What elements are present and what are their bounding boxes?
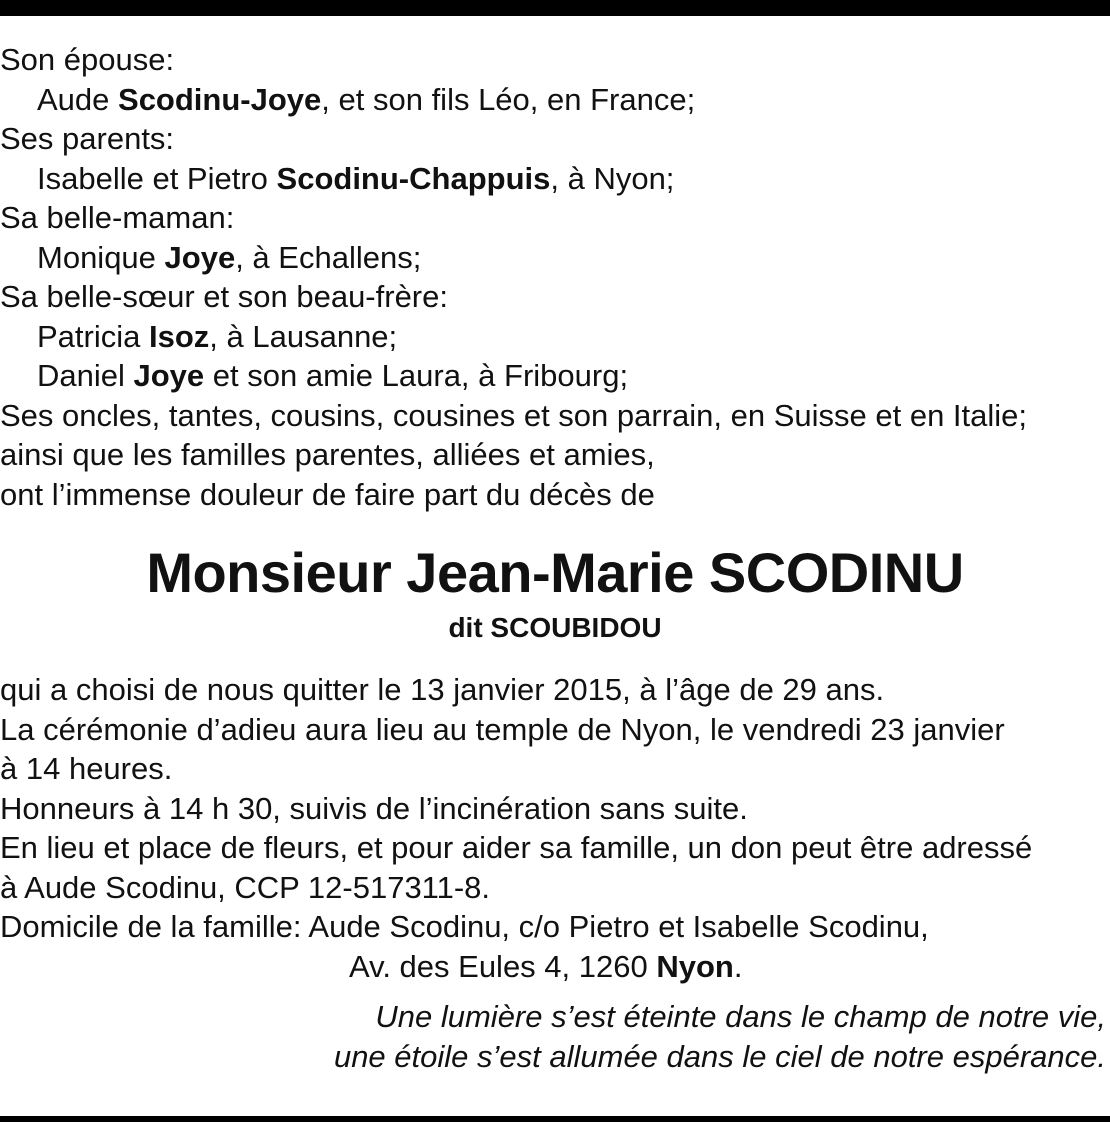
member-details: et son amie Laura, à Fribourg; — [204, 358, 629, 393]
address-end: . — [733, 948, 743, 984]
deceased-name: Monsieur Jean-Marie SCODINU — [146, 541, 964, 604]
detail-line: à 14 heures. — [0, 751, 173, 786]
member-surname: Isoz — [148, 318, 210, 354]
family-list — [0, 40, 1110, 396]
member-details: , à Nyon; — [550, 160, 675, 196]
member-first-name: Monique — [37, 239, 165, 275]
address-street: Av. des Eules 4, 1260 — [349, 948, 657, 984]
member-first-name: Daniel — [37, 358, 134, 393]
detail-line: Domicile de la famille: Aude Scodinu, c/o Pietro et Isabelle Scodinu, — [0, 909, 929, 944]
member-details: , à Lausanne; — [209, 318, 398, 354]
intro-line: Ses oncles, tantes, cousins, cousines et son parrain, en Suisse et en Italie; — [0, 397, 1028, 433]
member-details: , et son fils Léo, en France; — [321, 81, 696, 117]
member-first-name: Isabelle et Pietro — [37, 160, 277, 196]
family-heading: Ses parents: — [0, 121, 175, 156]
detail-line: La cérémonie d’adieu aura lieu au temple de Nyon, le vendredi 23 janvier — [0, 711, 1005, 747]
deceased-nickname: dit SCOUBIDOU — [448, 612, 662, 643]
ceremony-details — [0, 670, 1110, 986]
obituary-notice — [0, 40, 1110, 1076]
family-heading: Son épouse: — [0, 42, 175, 77]
family-address — [0, 947, 1110, 987]
member-first-name: Aude — [37, 81, 119, 117]
family-member — [0, 238, 1110, 278]
quote-line: une étoile s’est allumée dans le ciel de notre espérance. — [333, 1038, 1106, 1074]
family-member — [0, 317, 1110, 357]
family-heading: Sa belle-maman: — [0, 200, 235, 235]
member-surname: Scodinu-Joye — [118, 81, 322, 117]
member-surname: Joye — [164, 239, 236, 275]
detail-line: qui a choisi de nous quitter le 13 janvier 2015, à l’âge de 29 ans. — [0, 672, 885, 707]
family-member — [0, 356, 1110, 396]
announcement-intro — [0, 396, 1110, 515]
member-surname: Scodinu-Chappuis — [276, 160, 551, 196]
detail-line: à Aude Scodinu, CCP 12-517311-8. — [0, 869, 491, 905]
member-surname: Joye — [133, 358, 205, 393]
bottom-rule — [0, 1116, 1110, 1122]
family-member — [0, 159, 1110, 199]
member-details: , à Echallens; — [235, 239, 422, 275]
memorial-quote — [0, 997, 1110, 1076]
address-city: Nyon — [656, 948, 734, 984]
member-first-name: Patricia — [37, 318, 149, 354]
detail-line: Honneurs à 14 h 30, suivis de l’incinération sans suite. — [0, 790, 748, 826]
intro-line: ont l’immense douleur de faire part du décès de — [0, 476, 655, 512]
family-member — [0, 80, 1110, 120]
top-rule — [0, 0, 1110, 16]
intro-line: ainsi que les familles parentes, alliées et amies, — [0, 437, 655, 472]
detail-line: En lieu et place de fleurs, et pour aider sa famille, un don peut être adressé — [0, 830, 1033, 865]
quote-line: Une lumière s’est éteinte dans le champ de notre vie, — [375, 999, 1106, 1034]
family-heading: Sa belle-sœur et son beau-frère: — [0, 279, 448, 314]
